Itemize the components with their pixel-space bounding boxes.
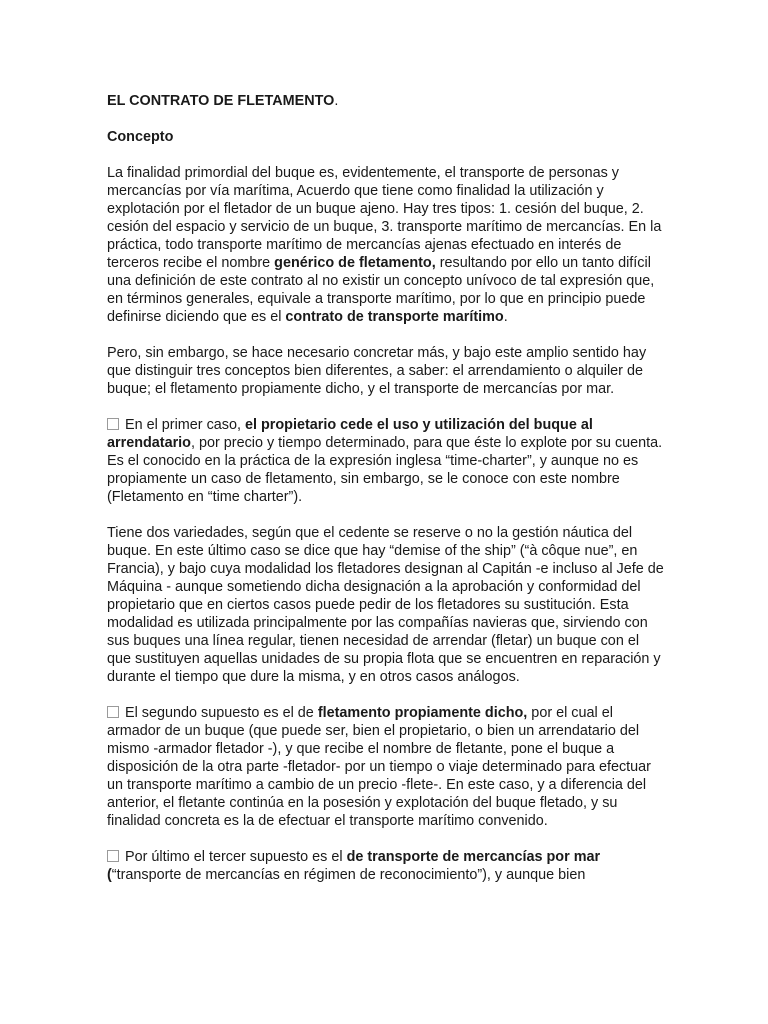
document-title: EL CONTRATO DE FLETAMENTO. [107, 93, 339, 109]
bullet-box-icon [107, 850, 119, 862]
paragraph-5: El segundo supuesto es el de fletamento propiamente dicho, por el cual el armador de un buque (que puede ser, bien el propietario, o bien un arrendatario del mismo -armador fletador -), y que recibe el nombre de fletante, pone el buque a disposición de la otra parte -fletador- por un tiempo o viaje determinado para efectuar un transporte marítimo a cambio de un precio -flete-. En este caso, y a diferencia del anterior, el fletante continúa en la posesión y explotación del buque fletado, y su finalidad concreta es la de efectuar el transporte marítimo convenido. [107, 705, 651, 829]
bullet-box-icon [107, 706, 119, 718]
section-heading: Concepto [107, 129, 174, 145]
paragraph-4: Tiene dos variedades, según que el cedente se reserve o no la gestión náutica del buque. En este último caso se dice que hay “demise of the ship” (“à côque nue”, en Francia), y bajo cuya modalidad los fletadores designan al Capitán -e incluso al Jefe de Máquina - aunque sometiendo dicha designación a la aprobación y conformidad del propietario que en ciertos casos puede pedir de los fletadores su sustitución. Esta modalidad es utilizada principalmente por las compañías navieras que, sirviendo con sus buques una línea regular, tienen necesidad de arrendar (fletar) un buque con el que sustituyen aquellas unidades de su propia flota que se encuentren en reparación y durante el tiempo que dure la misma, y en otros casos análogos. [107, 525, 664, 685]
bullet-box-icon [107, 418, 119, 430]
document-body [107, 92, 667, 902]
paragraph-2: Pero, sin embargo, se hace necesario concretar más, y bajo este amplio sentido hay que distinguir tres conceptos bien diferentes, a saber: el arrendamiento o alquiler de buque; el fletamento propiamente dicho, y el transporte de mercancías por mar. [107, 345, 647, 397]
paragraph-1: La finalidad primordial del buque es, evidentemente, el transporte de personas y mercancías por vía marítima, Acuerdo que tiene como finalidad la utilización y explotación por el fletador de un buque ajeno. Hay tres tipos: 1. cesión del buque, 2. cesión del espacio y servicio de un buque, 3. transporte marítimo de mercancías. En la práctica, todo transporte marítimo de mercancías ajenas efectuado en interés de terceros recibe el nombre genérico de fletamento, resultando por ello un tanto difícil una definición de este contrato al no existir un concepto unívoco de tal expresión que, en términos generales, equivale a transporte marítimo, por lo que en principio puede definirse diciendo que es el contrato de transporte marítimo. [107, 165, 662, 325]
paragraph-6: Por último el tercer supuesto es el de transporte de mercancías por mar (“transporte de mercancías en régimen de reconocimiento”), y aunque bien [107, 849, 601, 883]
paragraph-3: En el primer caso, el propietario cede el uso y utilización del buque al arrendatario, por precio y tiempo determinado, para que éste lo explote por su cuenta. Es el conocido en la práctica de la expresión inglesa “time-charter”, y aunque no es propiamente un caso de fletamento, sin embargo, se le conoce con este nombre (Fletamento en “time charter”). [107, 417, 663, 505]
